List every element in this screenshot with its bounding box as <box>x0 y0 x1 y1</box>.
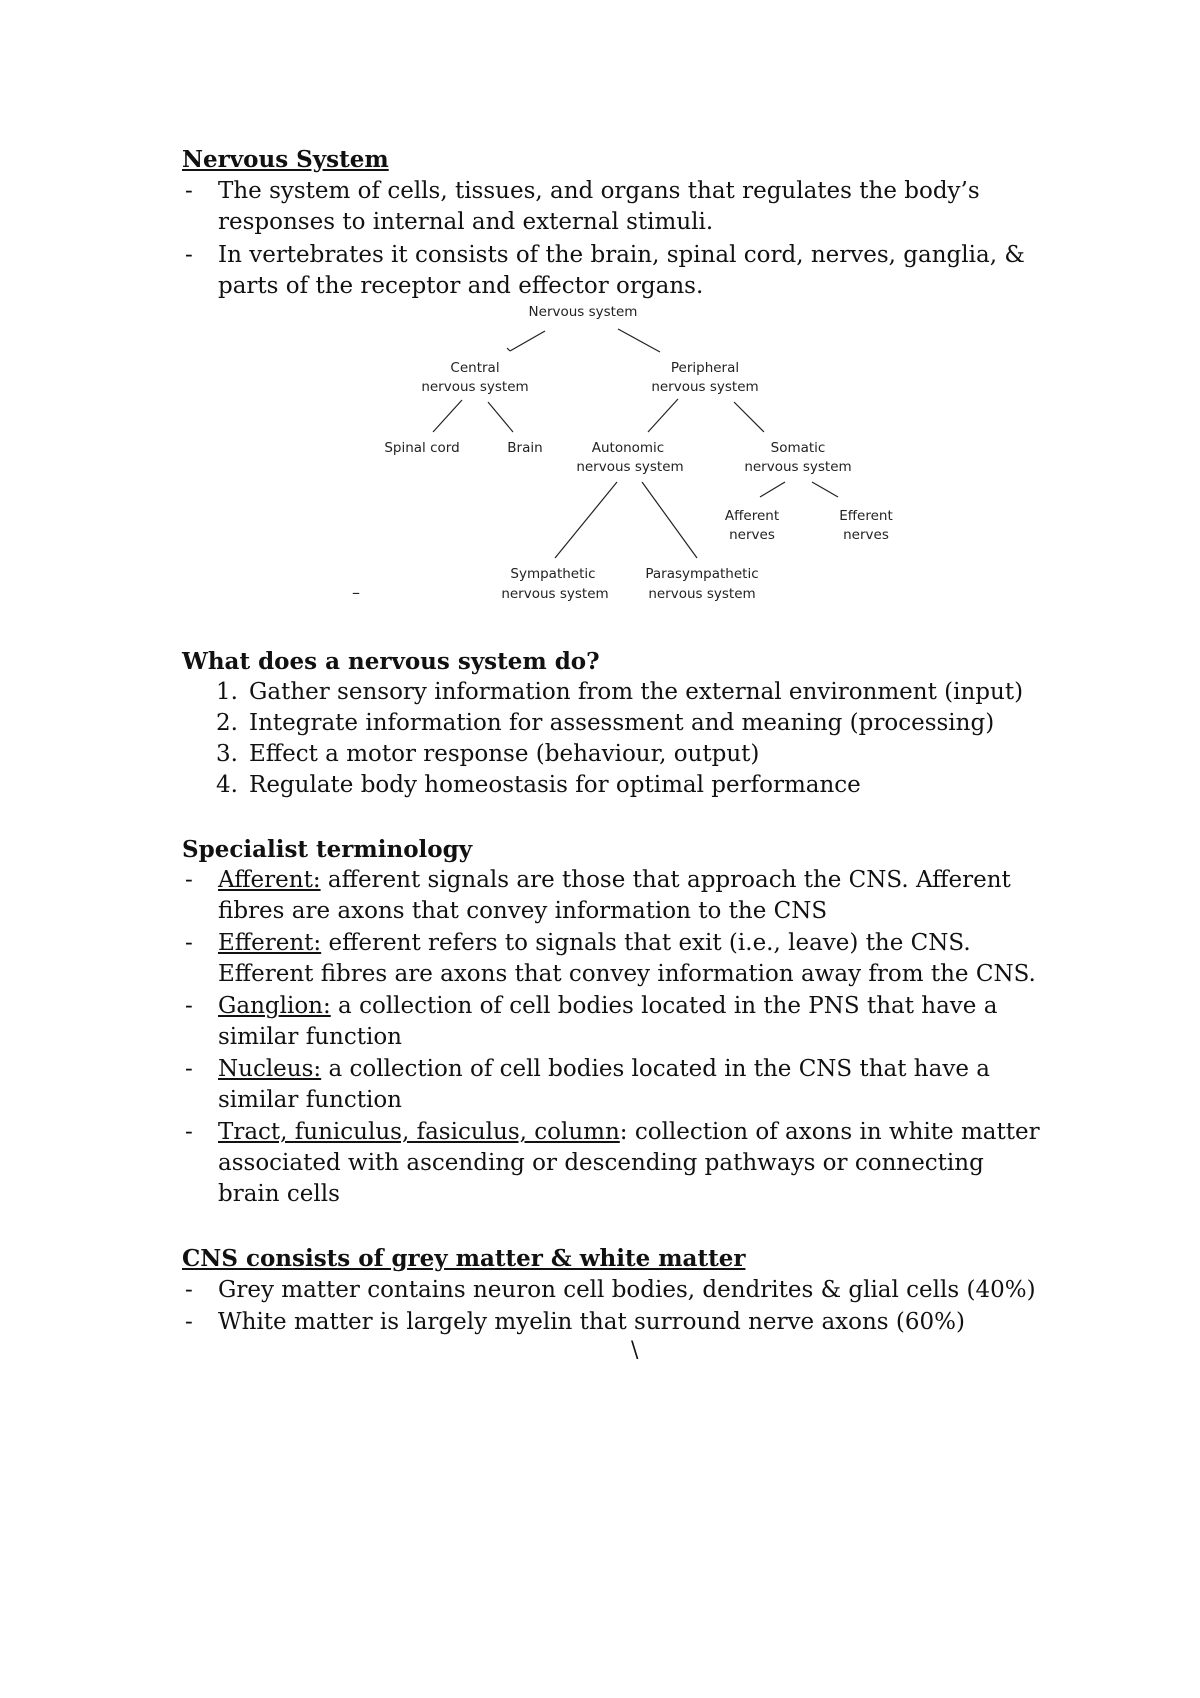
node-central-line1: Central <box>450 360 500 376</box>
list-item: Integrate information for assessment and meaning (processing) <box>249 710 995 736</box>
term-definition: efferent refers to signals that exit (i.e., leave) the CNS. <box>321 930 971 956</box>
bullet-marker: - <box>185 993 193 1019</box>
bullet-marker: - <box>185 1277 193 1303</box>
stray-mark: – <box>352 583 360 602</box>
term-nucleus: Nucleus: <box>218 1056 322 1082</box>
term-afferent: Afferent: <box>218 867 321 893</box>
list-item: Regulate body homeostasis for optimal performance <box>249 772 861 798</box>
list-number: 2. <box>216 710 238 736</box>
node-efferent-line2: nerves <box>843 527 889 543</box>
bullet-marker: - <box>185 1309 193 1335</box>
section-title-cns-matter: CNS consists of grey matter & white matter <box>182 1245 746 1272</box>
node-peripheral-line2: nervous system <box>651 379 759 395</box>
term-line <box>218 1117 1040 1148</box>
connector-line <box>734 402 764 432</box>
connector-line <box>760 482 785 497</box>
node-spinal-cord: Spinal cord <box>384 440 460 456</box>
connector-line <box>642 482 697 558</box>
connector-line <box>812 482 838 497</box>
term-tract: Tract, funiculus, fasiculus, column <box>218 1119 620 1145</box>
list-item: Effect a motor response (behaviour, output) <box>249 741 760 767</box>
node-somatic-line1: Somatic <box>770 440 826 456</box>
bullet-marker: - <box>185 1119 193 1145</box>
bullet-marker: - <box>185 178 193 204</box>
node-afferent-line1: Afferent <box>724 508 780 524</box>
node-brain: Brain <box>507 440 543 456</box>
stray-mark: \ <box>631 1338 639 1363</box>
term-definition: afferent signals are those that approach the CNS. Afferent <box>320 867 1011 893</box>
connector-line <box>510 331 545 351</box>
term-definition: a collection of cell bodies located in the PNS that have a <box>330 993 998 1019</box>
node-parasympathetic-line2: nervous system <box>648 586 756 602</box>
term-definition: brain cells <box>218 1181 340 1207</box>
list-number: 1. <box>216 679 238 705</box>
term-line <box>218 1054 990 1085</box>
node-peripheral-line1: Peripheral <box>670 360 740 376</box>
section-title-nervous-system: Nervous System <box>182 146 389 173</box>
section-title-terminology: Specialist terminology <box>182 836 473 863</box>
bullet-marker: - <box>185 1056 193 1082</box>
connector-tick <box>507 348 510 351</box>
node-sympathetic-line1: Sympathetic <box>510 566 596 582</box>
connector-line <box>488 402 513 432</box>
node-nervous-system: Nervous system <box>528 304 638 320</box>
term-definition: similar function <box>218 1087 402 1113</box>
bullet-marker: - <box>185 242 193 268</box>
term-definition: similar function <box>218 1024 402 1050</box>
term-efferent: Efferent: <box>218 930 322 956</box>
bullet-text: responses to internal and external stimuli. <box>218 209 714 235</box>
term-definition: a collection of cell bodies located in the CNS that have a <box>321 1056 990 1082</box>
node-parasympathetic-line1: Parasympathetic <box>645 566 759 582</box>
node-autonomic-line2: nervous system <box>576 459 684 475</box>
list-item: Gather sensory information from the external environment (input) <box>249 679 1024 705</box>
node-autonomic-line1: Autonomic <box>591 440 665 456</box>
term-definition: Efferent fibres are axons that convey information away from the CNS. <box>218 961 1036 987</box>
connector-line <box>555 482 617 558</box>
bullet-text: White matter is largely myelin that surround nerve axons (60%) <box>218 1309 965 1335</box>
node-central-line2: nervous system <box>421 379 529 395</box>
connector-line <box>648 399 678 432</box>
nervous-system-diagram <box>0 0 1200 640</box>
bullet-text: Grey matter contains neuron cell bodies, dendrites & glial cells (40%) <box>218 1277 1036 1303</box>
term-definition: fibres are axons that convey information to the CNS <box>218 898 828 924</box>
bullet-text: The system of cells, tissues, and organs that regulates the body’s <box>218 178 980 204</box>
node-sympathetic-line2: nervous system <box>501 586 609 602</box>
node-efferent-line1: Efferent <box>839 508 893 524</box>
section-title-function: What does a nervous system do? <box>182 648 600 675</box>
bullet-text: parts of the receptor and effector organs. <box>218 273 704 299</box>
list-number: 3. <box>216 741 238 767</box>
connector-line <box>618 329 660 352</box>
node-somatic-line2: nervous system <box>744 459 852 475</box>
term-ganglion: Ganglion: <box>218 993 331 1019</box>
bullet-marker: - <box>185 867 193 893</box>
term-line <box>218 991 997 1022</box>
connector-line <box>433 400 462 432</box>
term-definition: associated with ascending or descending pathways or connecting <box>218 1150 984 1176</box>
term-line <box>218 928 971 959</box>
bullet-text: In vertebrates it consists of the brain, spinal cord, nerves, ganglia, & <box>218 242 1025 268</box>
list-number: 4. <box>216 772 238 798</box>
term-definition: : collection of axons in white matter <box>619 1119 1040 1145</box>
bullet-marker: - <box>185 930 193 956</box>
term-line <box>218 865 1011 896</box>
node-afferent-line2: nerves <box>729 527 775 543</box>
